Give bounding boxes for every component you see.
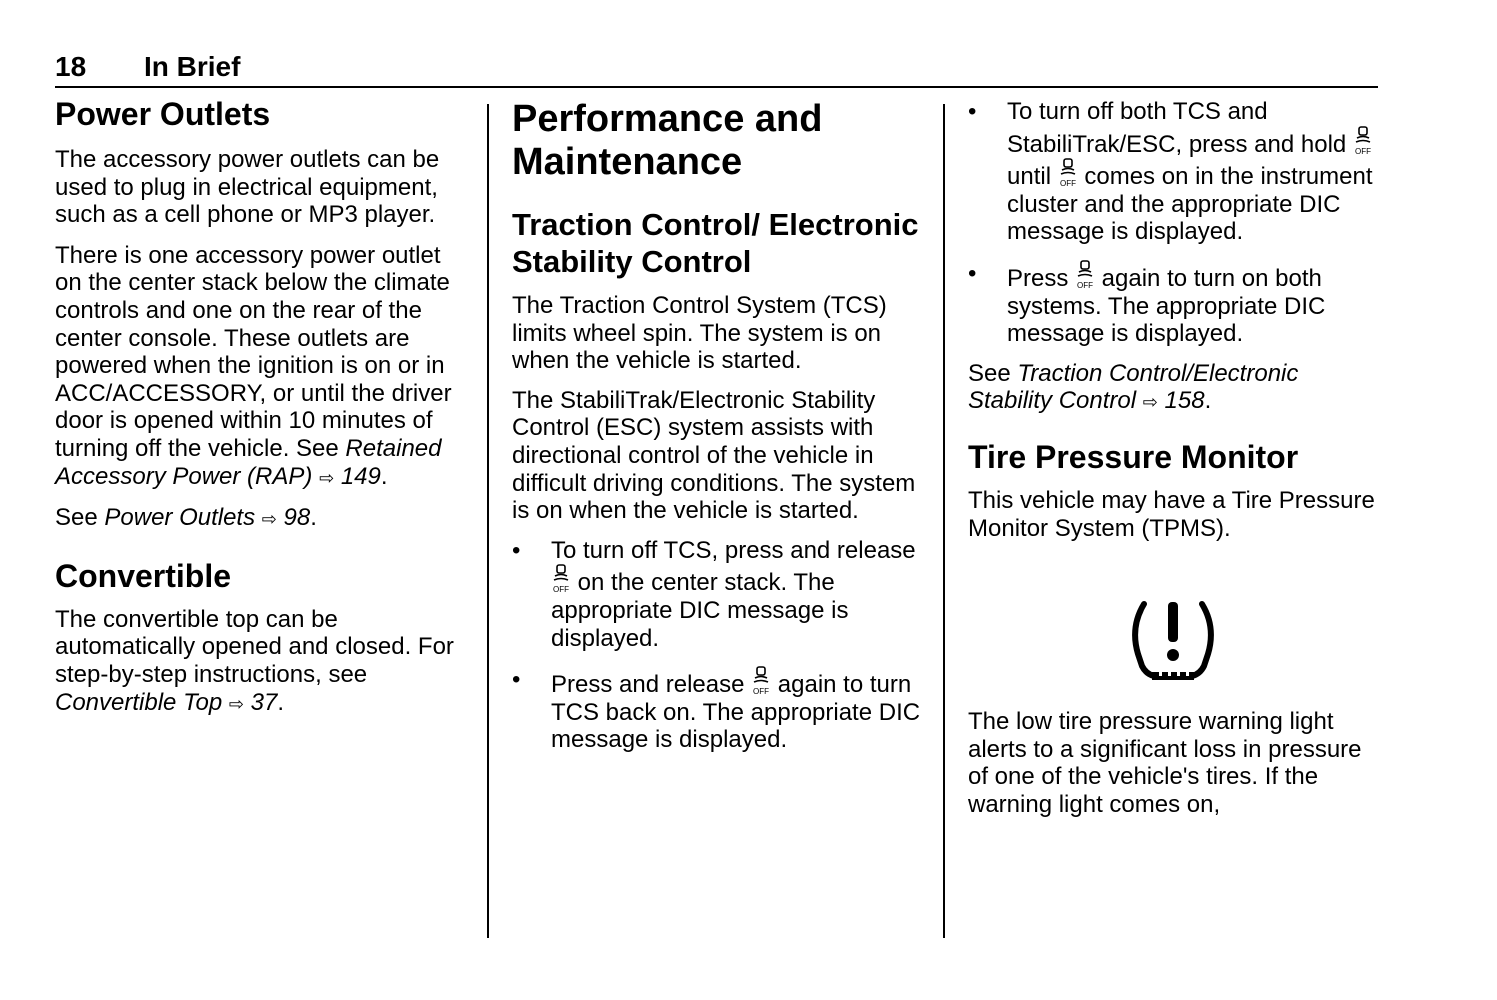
- page-ref-arrow-icon: ⇨: [319, 467, 335, 488]
- traction-control-off-icon: [751, 666, 771, 696]
- list-item: • To turn off both TCS and StabiliTrak/ESC, press and hold OFF until OFF comes on in the instrument cluster and the appropriate DIC message is displayed.: [968, 98, 1373, 246]
- see-also-paragraph: See Traction Control/Electronic Stability Control ⇨ 158.: [968, 359, 1299, 415]
- page-number: 18: [55, 51, 87, 82]
- tpms-warning-paragraph: The low tire pressure warning light alerts to a significant loss in pressure of one of the vehicle's tires. If the warning light comes on,: [968, 708, 1362, 818]
- column-left: [55, 96, 470, 718]
- tpms-paragraph: This vehicle may have a Tire Pressure Monitor System (TPMS).: [968, 486, 1375, 542]
- list-item: • Press and release OFF again to turn TCS back on. The appropriate DIC message is displayed.: [512, 666, 921, 754]
- traction-control-off-icon: [551, 564, 571, 594]
- power-outlets-heading: Power Outlets: [55, 96, 271, 132]
- cross-reference-link[interactable]: Retained Accessory Power (RAP): [55, 434, 442, 490]
- bullet: •: [968, 259, 977, 287]
- power-outlets-paragraph: The accessory power outlets can be used to plug in electrical equipment, such as a cell phone or MP3 player.: [55, 146, 440, 229]
- page-ref[interactable]: 98: [283, 504, 311, 532]
- cross-reference-link[interactable]: Convertible Top: [55, 688, 223, 716]
- tire-pressure-monitor-heading: Tire Pressure Monitor: [968, 438, 1299, 475]
- tpms-icon-container: [968, 562, 1378, 692]
- convertible-heading: Convertible: [55, 557, 232, 594]
- page-ref[interactable]: 37: [250, 688, 278, 716]
- traction-control-off-icon: [1075, 260, 1095, 290]
- svg-text:OFF: OFF: [1077, 280, 1094, 290]
- svg-text:OFF: OFF: [753, 687, 770, 697]
- cross-reference-link[interactable]: Power Outlets: [104, 504, 256, 532]
- page-ref-arrow-icon: ⇨: [228, 693, 244, 714]
- traction-control-off-icon: [1058, 158, 1078, 188]
- esc-paragraph: The StabiliTrak/Electronic Stability Control (ESC) system assists with directional control of the vehicle in difficult driving conditions. The system is on when the vehicle is started.: [512, 386, 916, 525]
- column-right: [968, 96, 1378, 819]
- bullet: •: [512, 536, 521, 564]
- tcs-instructions-list: [512, 537, 927, 754]
- list-item: • To turn off TCS, press and release OFF on the center stack. The appropriate DIC message is displayed.: [512, 536, 916, 652]
- cross-reference-link[interactable]: Traction Control/Electronic Stability Control: [968, 359, 1299, 415]
- section-title: In Brief: [144, 51, 241, 82]
- bullet: •: [968, 98, 977, 125]
- svg-text:OFF: OFF: [1059, 179, 1076, 189]
- performance-maintenance-heading: Performance and Maintenance: [512, 98, 823, 183]
- column-divider: [487, 104, 489, 938]
- column-divider: [943, 104, 945, 938]
- svg-text:OFF: OFF: [553, 585, 569, 595]
- page-ref[interactable]: 149: [340, 462, 381, 490]
- tire-pressure-warning-icon: [1128, 592, 1218, 682]
- traction-control-heading: Traction Control/ Electronic Stability Control: [512, 207, 919, 279]
- svg-text:OFF: OFF: [1354, 146, 1371, 156]
- page-ref[interactable]: 158: [1164, 387, 1205, 415]
- page-header: [55, 50, 1378, 88]
- bullet: •: [512, 666, 521, 694]
- page-ref-arrow-icon: ⇨: [261, 509, 277, 530]
- traction-control-off-icon: [1353, 126, 1373, 156]
- see-also-paragraph: See Power Outlets ⇨ 98.: [55, 504, 317, 532]
- power-outlets-location-paragraph: There is one accessory power outlet on the center stack below the climate controls and one on the rear of the center console. These outlets are powered when the ignition is on or in ACC/ACCESSORY, or until the driver door is opened within 10 minutes of turning off the vehicle. See Retained Accessory Power (RAP) ⇨ 149.: [55, 241, 452, 490]
- convertible-paragraph: The convertible top can be automatically opened and closed. For step-by-step instructions, see Convertible Top ⇨ 37.: [55, 605, 454, 716]
- column-middle: [512, 96, 927, 754]
- list-item: • Press OFF again to turn on both systems. The appropriate DIC message is displayed.: [968, 259, 1326, 348]
- tcs-paragraph: The Traction Control System (TCS) limits wheel spin. The system is on when the vehicle is started.: [512, 292, 887, 375]
- esc-instructions-list: [968, 98, 1378, 348]
- page-ref-arrow-icon: ⇨: [1142, 392, 1158, 413]
